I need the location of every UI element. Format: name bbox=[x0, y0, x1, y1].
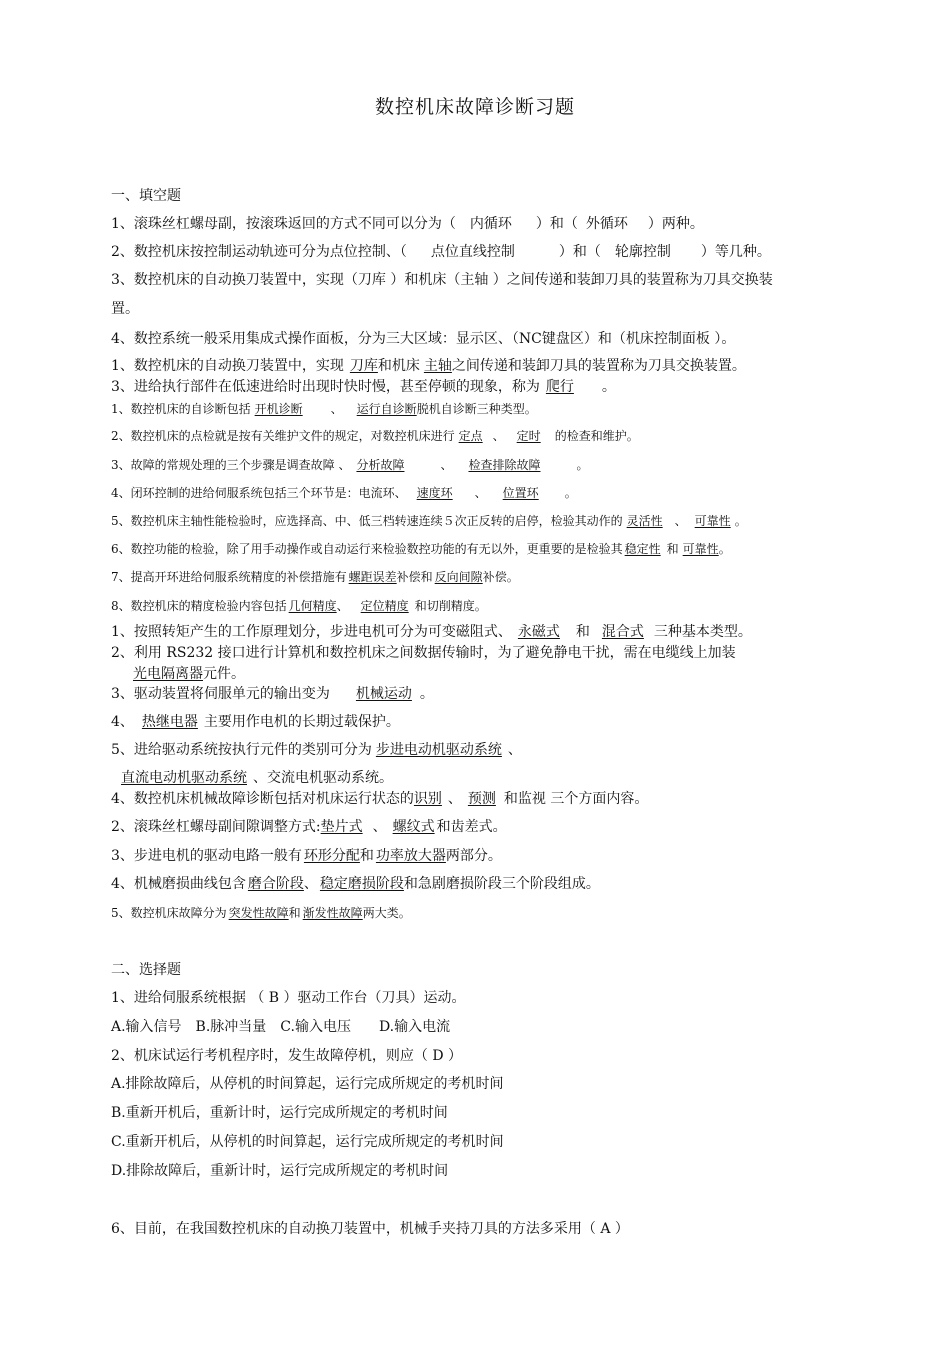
question-line: 直流电动机驱动系统 、交流电机驱动系统。 bbox=[121, 770, 393, 786]
question-line: 5、数控机床故障分为 突发性故障和 渐发性故障两大类。 bbox=[111, 906, 411, 920]
option-line: C.重新开机后，从停机的时间算起，运行完成所规定的考机时间 bbox=[111, 1134, 504, 1150]
section-fill-in-heading: 一、填空题 bbox=[111, 188, 181, 204]
question-line: 7、提高开环进给伺服系统精度的补偿措施有 螺距误差补偿和 反向间隙补偿。 bbox=[111, 570, 519, 584]
question-line: 3、数控机床的自动换刀装置中，实现（刀库 ）和机床（主轴 ）之间传递和装卸刀具的装置称为刀具交换装 bbox=[111, 272, 773, 288]
question-line: 2、滚珠丝杠螺母副间隙调整方式:垫片式 、 螺纹式 和齿差式。 bbox=[111, 819, 507, 835]
question-line: 光电隔离器元件。 bbox=[133, 666, 245, 682]
question-line: 5、进给驱动系统按执行元件的类别可分为 步进电动机驱动系统 、 bbox=[111, 742, 522, 758]
section-choice-heading: 二、选择题 bbox=[111, 962, 181, 978]
question-line: 3、驱动装置将伺服单元的输出变为 机械运动 。 bbox=[111, 686, 434, 702]
option-line: A.输入信号 B.脉冲当量 C.输入电压 D.输入电流 bbox=[111, 1019, 451, 1035]
question-line: 2、数控机床的点检就是按有关维护文件的规定，对数控机床进行 定点 、 定时 的检查和维护。 bbox=[111, 429, 639, 443]
question-line: 5、数控机床主轴性能检验时，应选择高、中、低三档转速连续５次正反转的启停，检验其动作的 灵活性 、 可靠性 。 bbox=[111, 514, 747, 528]
question-line: 3、进给执行部件在低速进给时出现时快时慢，甚至停顿的现象，称为 爬行 。 bbox=[111, 379, 616, 395]
question-line: 2、利用 RS232 接口进行计算机和数控机床之间数据传输时，为了避免静电干扰，需在电缆线上加装 bbox=[111, 645, 736, 661]
question-line: 1、数控机床的自动换刀装置中，实现 刀库和机床 主轴之间传递和装卸刀具的装置称为刀具交换装置。 bbox=[111, 358, 746, 374]
option-line: A.排除故障后，从停机的时间算起，运行完成所规定的考机时间 bbox=[111, 1076, 504, 1092]
question-line: 3、步进电机的驱动电路一般有 环形分配和 功率放大器两部分。 bbox=[111, 848, 502, 864]
question-line: 8、数控机床的精度检验内容包括 几何精度、 定位精度 和切削精度。 bbox=[111, 599, 487, 613]
question-line: 6、目前，在我国数控机床的自动换刀装置中，机械手夹持刀具的方法多采用（ A ） bbox=[111, 1221, 629, 1237]
option-line: B.重新开机后，重新计时，运行完成所规定的考机时间 bbox=[111, 1105, 448, 1121]
question-line: 2、机床试运行考机程序时，发生故障停机，则应（ D ） bbox=[111, 1048, 463, 1064]
question-line: 1、数控机床的自诊断包括 开机诊断 、 运行自诊断脱机自诊断三种类型。 bbox=[111, 402, 537, 416]
question-line: 4、机械磨损曲线包含 磨合阶段、 稳定磨损阶段和急剧磨损阶段三个阶段组成。 bbox=[111, 876, 600, 892]
question-line: 1、进给伺服系统根据 （ B ）驱动工作台（刀具）运动。 bbox=[111, 990, 466, 1006]
question-line: 1、滚珠丝杠螺母副，按滚珠返回的方式不同可以分为（ 内循环 ）和（ 外循环 ）两种。 bbox=[111, 216, 704, 232]
question-line: 1、按照转矩产生的工作原理划分，步进电机可分为可变磁阻式、 永磁式 和 混合式 三种基本类型。 bbox=[111, 624, 752, 640]
option-line: D.排除故障后，重新计时，运行完成所规定的考机时间 bbox=[111, 1163, 449, 1179]
question-line: 置。 bbox=[111, 301, 139, 317]
question-line: 6、数控功能的检验，除了用手动操作或自动运行来检验数控功能的有无以外，更重要的是检验其 稳定性 和 可靠性。 bbox=[111, 542, 731, 556]
question-line: 3、故障的常规处理的三个步骤是调查故障 、 分析故障 、 检查排除故障 。 bbox=[111, 458, 589, 472]
question-line: 4、 热继电器 主要用作电机的长期过载保护。 bbox=[111, 714, 400, 730]
question-line: 2、数控机床按控制运动轨迹可分为点位控制、（ 点位直线控制 ）和（ 轮廓控制 ）等几种。 bbox=[111, 244, 771, 260]
question-line: 4、数控机床机械故障诊断包括对机床运行状态的识别 、 预测 和监视 三个方面内容。 bbox=[111, 791, 649, 807]
question-line: 4、闭环控制的进给伺服系统包括三个环节是：电流环、 速度环 、 位置环 。 bbox=[111, 486, 577, 500]
question-line: 4、数控系统一般采用集成式操作面板，分为三大区域：显示区、（NC键盘区）和（机床控制面板 ）。 bbox=[111, 331, 736, 347]
document-title: 数控机床故障诊断习题 bbox=[374, 96, 575, 118]
